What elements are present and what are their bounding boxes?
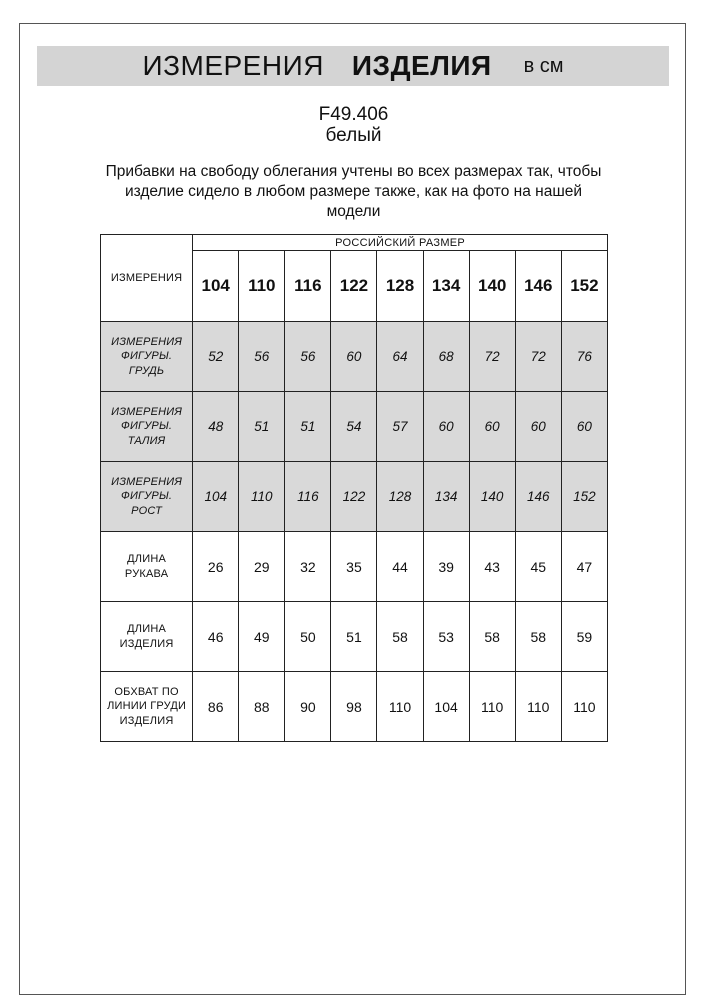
table-row xyxy=(101,602,608,672)
row-label-line: ЛИНИИ ГРУДИ xyxy=(107,700,187,713)
row-label-line: РУКАВА xyxy=(124,567,169,580)
row-label-line: ОБХВАТ ПО xyxy=(114,685,179,698)
row-label xyxy=(101,532,193,602)
row-label xyxy=(101,462,193,532)
table-cell: 68 xyxy=(423,322,469,392)
table-cell: 134 xyxy=(423,462,469,532)
size-header-cell: 152 xyxy=(561,251,607,322)
row-label xyxy=(101,392,193,462)
table-cell: 110 xyxy=(515,672,561,742)
table-cell: 48 xyxy=(193,392,239,462)
table-cell: 140 xyxy=(469,462,515,532)
table-cell: 54 xyxy=(331,392,377,462)
table-cell: 51 xyxy=(285,392,331,462)
table-cell: 72 xyxy=(515,322,561,392)
row-label xyxy=(101,672,193,742)
size-header-cell: 110 xyxy=(239,251,285,322)
table-cell: 98 xyxy=(331,672,377,742)
table-cell: 58 xyxy=(515,602,561,672)
article-color: белый xyxy=(325,125,382,146)
row-label-line: ИЗМЕРЕНИЯ xyxy=(111,475,183,488)
table-cell: 46 xyxy=(193,602,239,672)
table-cell: 44 xyxy=(377,532,423,602)
table-cell: 53 xyxy=(423,602,469,672)
table-row xyxy=(101,392,608,462)
table-cell: 88 xyxy=(239,672,285,742)
group-header: РОССИЙСКИЙ РАЗМЕР xyxy=(193,235,608,251)
row-label-line: ФИГУРЫ. xyxy=(121,490,173,503)
size-header-cell: 128 xyxy=(377,251,423,322)
table-cell: 52 xyxy=(193,322,239,392)
table-cell: 72 xyxy=(469,322,515,392)
size-header-cell: 116 xyxy=(285,251,331,322)
title-bold: ИЗДЕЛИЯ xyxy=(351,50,492,81)
table-cell: 56 xyxy=(239,322,285,392)
table-cell: 110 xyxy=(239,462,285,532)
title-banner xyxy=(37,46,669,86)
table-cell: 104 xyxy=(193,462,239,532)
table-cell: 56 xyxy=(285,322,331,392)
row-label xyxy=(101,322,193,392)
table-cell: 116 xyxy=(285,462,331,532)
size-table xyxy=(100,234,608,742)
table-header-row-1 xyxy=(101,235,608,251)
table-cell: 86 xyxy=(193,672,239,742)
fit-note: Прибавки на свободу облегания учтены во всех размерах так, чтобы изделие сидело в любом размере также, как на фото на нашей модели xyxy=(105,163,602,220)
size-header-cell: 122 xyxy=(331,251,377,322)
table-cell: 51 xyxy=(239,392,285,462)
article-code: F49.406 xyxy=(318,104,389,125)
table-cell: 49 xyxy=(239,602,285,672)
size-header-cell: 104 xyxy=(193,251,239,322)
table-cell: 60 xyxy=(423,392,469,462)
table-cell: 122 xyxy=(331,462,377,532)
table-cell: 58 xyxy=(377,602,423,672)
table-row xyxy=(101,672,608,742)
row-label xyxy=(101,602,193,672)
table-cell: 76 xyxy=(561,322,607,392)
row-label-line: ИЗДЕЛИЯ xyxy=(119,714,174,727)
row-label-line: ТАЛИЯ xyxy=(127,434,166,447)
size-table-body xyxy=(101,235,608,742)
title-regular: ИЗМЕРЕНИЯ xyxy=(142,50,324,81)
corner-label: ИЗМЕРЕНИЯ xyxy=(101,235,193,322)
table-cell: 60 xyxy=(469,392,515,462)
article-block xyxy=(0,104,707,146)
table-cell: 60 xyxy=(561,392,607,462)
table-cell: 104 xyxy=(423,672,469,742)
table-cell: 57 xyxy=(377,392,423,462)
table-cell: 152 xyxy=(561,462,607,532)
row-label-line: ИЗДЕЛИЯ xyxy=(119,637,174,650)
table-cell: 128 xyxy=(377,462,423,532)
table-cell: 59 xyxy=(561,602,607,672)
title-unit: в см xyxy=(523,54,564,77)
table-cell: 60 xyxy=(331,322,377,392)
table-cell: 26 xyxy=(193,532,239,602)
table-cell: 29 xyxy=(239,532,285,602)
table-cell: 110 xyxy=(377,672,423,742)
table-cell: 146 xyxy=(515,462,561,532)
table-cell: 43 xyxy=(469,532,515,602)
table-cell: 45 xyxy=(515,532,561,602)
row-label-line: ФИГУРЫ. xyxy=(121,350,173,363)
row-label-line: ИЗМЕРЕНИЯ xyxy=(111,405,183,418)
table-row xyxy=(101,532,608,602)
table-cell: 64 xyxy=(377,322,423,392)
table-cell: 50 xyxy=(285,602,331,672)
row-label-line: ДЛИНА xyxy=(127,553,167,565)
table-cell: 32 xyxy=(285,532,331,602)
row-label-line: ДЛИНА xyxy=(127,623,167,635)
row-label-line: ИЗМЕРЕНИЯ xyxy=(111,335,183,348)
row-label-line: РОСТ xyxy=(131,504,163,517)
table-cell: 58 xyxy=(469,602,515,672)
table-cell: 51 xyxy=(331,602,377,672)
size-header-cell: 140 xyxy=(469,251,515,322)
table-cell: 110 xyxy=(469,672,515,742)
table-cell: 47 xyxy=(561,532,607,602)
row-label-line: ФИГУРЫ. xyxy=(121,420,173,433)
table-cell: 90 xyxy=(285,672,331,742)
table-cell: 35 xyxy=(331,532,377,602)
table-row xyxy=(101,462,608,532)
size-header-cell: 134 xyxy=(423,251,469,322)
table-row xyxy=(101,322,608,392)
table-cell: 39 xyxy=(423,532,469,602)
table-cell: 110 xyxy=(561,672,607,742)
row-label-line: ГРУДЬ xyxy=(128,364,165,377)
table-cell: 60 xyxy=(515,392,561,462)
size-header-cell: 146 xyxy=(515,251,561,322)
